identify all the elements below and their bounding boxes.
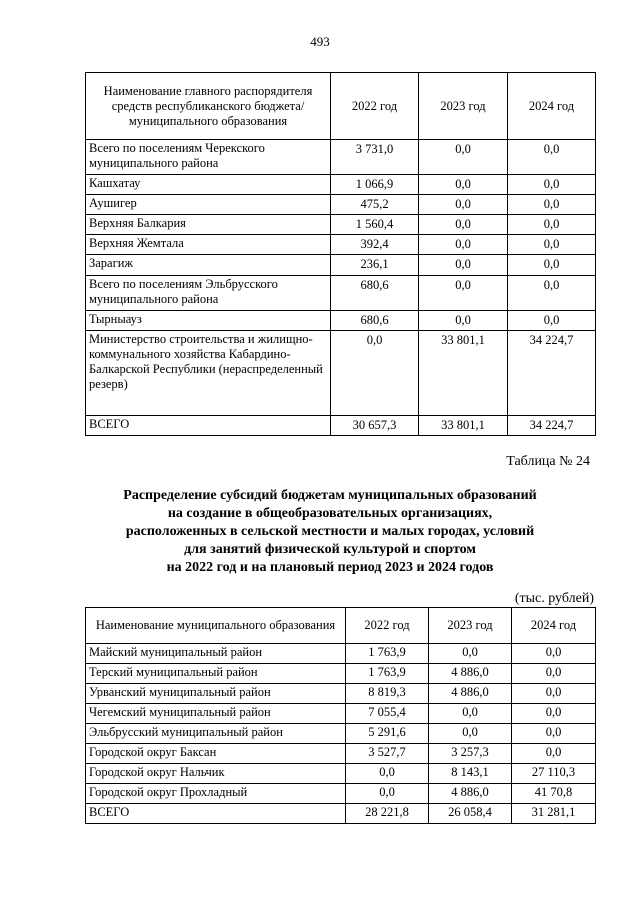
row-name: Терский муниципальный район [86,664,346,684]
table-row [86,331,596,416]
row-name: Майский муниципальный район [86,644,346,664]
table-row [86,644,596,664]
value-2023: 4 886,0 [429,664,512,684]
row-name: Верхняя Балкария [86,215,331,235]
row-name: Тырныауз [86,311,331,331]
header-2022: 2022 год [331,73,419,140]
table-row [86,684,596,704]
value-2023: 4 886,0 [429,684,512,704]
value-2024: 0,0 [512,744,596,764]
value-2023: 0,0 [419,255,508,276]
subsidy-table-continued [85,72,596,436]
row-name: Эльбрусский муниципальный район [86,724,346,744]
table-row [86,664,596,684]
table-row-total [86,416,596,436]
table-row [86,311,596,331]
value-2022: 7 055,4 [346,704,429,724]
value-2023: 3 257,3 [429,744,512,764]
value-2023: 0,0 [419,175,508,195]
value-2024: 34 224,7 [508,331,596,416]
value-2024: 0,0 [508,311,596,331]
value-2024: 31 281,1 [512,804,596,824]
value-2023: 33 801,1 [419,416,508,436]
table-row [86,784,596,804]
subsidy-table-sports [85,607,596,824]
value-2024: 34 224,7 [508,416,596,436]
value-2022: 392,4 [331,235,419,255]
row-name: Городской округ Прохладный [86,784,346,804]
value-2022: 30 657,3 [331,416,419,436]
table-row [86,140,596,175]
value-2023: 0,0 [419,276,508,311]
value-2024: 0,0 [512,664,596,684]
value-2024: 0,0 [512,724,596,744]
header-2024: 2024 год [508,73,596,140]
header-name: Наименование главного распорядителя средств республиканского бюджета/ муниципального образования [86,73,331,140]
table-row [86,704,596,724]
title-line: на 2022 год и на плановый период 2023 и 2024 годов [166,560,494,575]
value-2022: 236,1 [331,255,419,276]
value-2022: 680,6 [331,276,419,311]
value-2024: 0,0 [508,140,596,175]
header-2024: 2024 год [512,608,596,644]
table-row [86,724,596,744]
value-2022: 8 819,3 [346,684,429,704]
header-2023: 2023 год [419,73,508,140]
value-2024: 41 70,8 [512,784,596,804]
value-2023: 0,0 [419,235,508,255]
value-2022: 0,0 [346,764,429,784]
row-name: ВСЕГО [86,416,331,436]
table-label: Таблица № 24 [506,454,590,469]
value-2023: 0,0 [419,215,508,235]
value-2023: 33 801,1 [419,331,508,416]
title-line: на создание в общеобразовательных организациях, [167,506,493,521]
value-2022: 5 291,6 [346,724,429,744]
value-2024: 0,0 [508,276,596,311]
value-2024: 0,0 [508,235,596,255]
row-name: Министерство строительства и жилищно-коммунального хозяйства Кабардино-Балкарской Республики (нераспределенный резерв) [86,331,331,416]
value-2023: 26 058,4 [429,804,512,824]
value-2024: 0,0 [508,195,596,215]
table-row [86,276,596,311]
page-number: 493 [310,34,330,49]
table-row [86,764,596,784]
value-2022: 3 731,0 [331,140,419,175]
table-row [86,215,596,235]
title-line: Распределение субсидий бюджетам муниципальных образований [123,488,537,503]
value-2024: 0,0 [508,175,596,195]
value-2023: 0,0 [429,644,512,664]
row-name: Верхняя Жемтала [86,235,331,255]
value-2023: 0,0 [429,704,512,724]
value-2023: 0,0 [419,195,508,215]
header-name: Наименование муниципального образования [86,608,346,644]
value-2022: 1 560,4 [331,215,419,235]
value-2022: 0,0 [346,784,429,804]
value-2022: 0,0 [331,331,419,416]
row-name: Кашхатау [86,175,331,195]
value-2022: 1 763,9 [346,644,429,664]
value-2022: 1 066,9 [331,175,419,195]
row-name: Всего по поселениям Черекского муниципального района [86,140,331,175]
row-name: Городской округ Нальчик [86,764,346,784]
row-name: Урванский муниципальный район [86,684,346,704]
row-name: Чегемский муниципальный район [86,704,346,724]
value-2023: 8 143,1 [429,764,512,784]
table-row [86,744,596,764]
title-line: для занятий физической культурой и спортом [184,542,476,557]
value-2024: 0,0 [508,215,596,235]
value-2022: 3 527,7 [346,744,429,764]
row-name: ВСЕГО [86,804,346,824]
header-2022: 2022 год [346,608,429,644]
value-2023: 0,0 [429,724,512,744]
value-2024: 0,0 [512,704,596,724]
table-row-total [86,804,596,824]
value-2022: 1 763,9 [346,664,429,684]
value-2024: 0,0 [508,255,596,276]
value-2023: 4 886,0 [429,784,512,804]
units-label: (тыс. рублей) [514,591,594,606]
table-row [86,235,596,255]
value-2022: 680,6 [331,311,419,331]
table-row [86,175,596,195]
table-title [60,487,600,577]
value-2024: 27 110,3 [512,764,596,784]
value-2022: 28 221,8 [346,804,429,824]
row-name: Аушигер [86,195,331,215]
value-2024: 0,0 [512,684,596,704]
table-row [86,195,596,215]
value-2023: 0,0 [419,140,508,175]
header-2023: 2023 год [429,608,512,644]
row-name: Зарагиж [86,255,331,276]
title-line: расположенных в сельской местности и малых городах, условий [125,524,535,539]
row-name: Всего по поселениям Эльбрусского муниципального района [86,276,331,311]
table-row [86,255,596,276]
value-2023: 0,0 [419,311,508,331]
row-name: Городской округ Баксан [86,744,346,764]
value-2022: 475,2 [331,195,419,215]
value-2024: 0,0 [512,644,596,664]
